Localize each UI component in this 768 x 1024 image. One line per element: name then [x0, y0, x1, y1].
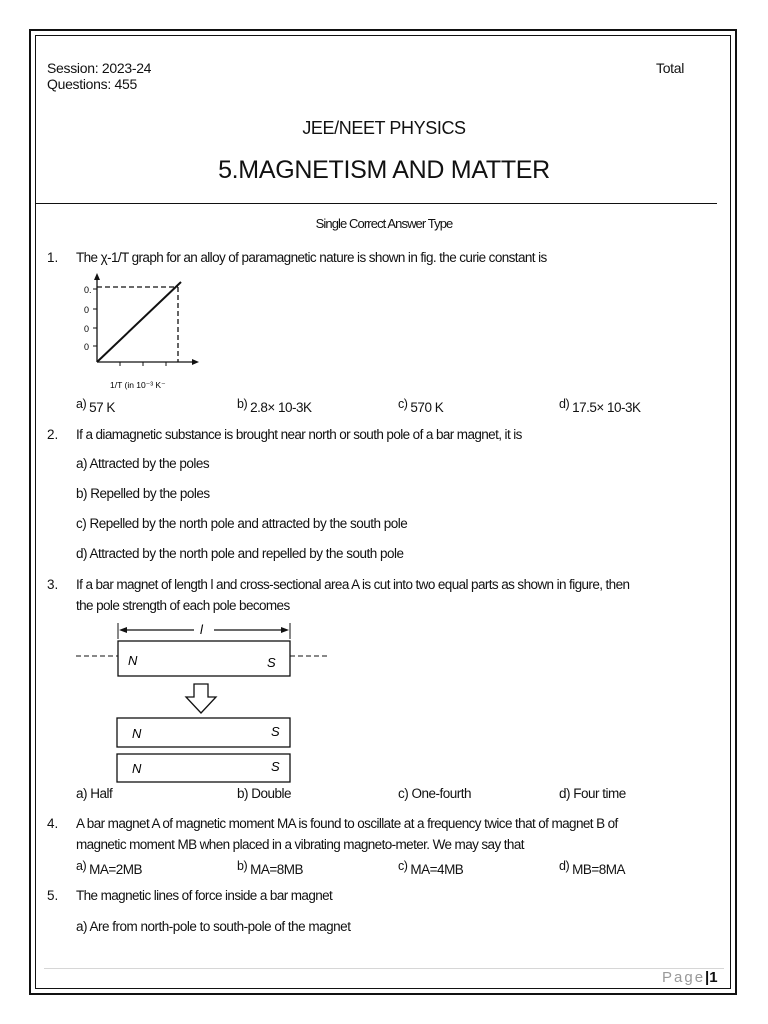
option-a[interactable]: a) MA=2MB — [76, 859, 143, 877]
page-word: Page — [662, 969, 706, 986]
page-number: 1 — [709, 969, 718, 986]
subject-title: JEE/NEET PHYSICS — [302, 118, 466, 138]
option-a[interactable]: a) Are from north-pole to south-pole of the magnet — [76, 919, 351, 934]
magnet-half-1 — [117, 718, 290, 747]
question-text-line-1: If a bar magnet of length l and cross-sectional area A is cut into two equal parts as shown in figure, then — [76, 577, 630, 592]
session-info — [47, 60, 151, 92]
y-tick-label: 0. — [84, 285, 92, 295]
option-c[interactable]: c) Repelled by the north pole and attracted by the south pole — [76, 516, 408, 531]
bar-magnet-figure — [70, 618, 340, 786]
y-tick-label: 0 — [84, 305, 90, 315]
questions-label: Questions: — [47, 76, 111, 92]
option-d[interactable]: d) Attracted by the north pole and repelled by the south pole — [76, 546, 404, 561]
x-axis-arrow — [192, 359, 199, 365]
question-text: The magnetic lines of force inside a bar magnet — [76, 888, 333, 903]
north-pole-label: N — [132, 761, 142, 776]
question-text: If a diamagnetic substance is brought near north or south pole of a bar magnet, it is — [76, 427, 522, 442]
option-d[interactable]: d) 17.5× 10-3K — [559, 397, 641, 415]
question-text: The χ-1/T graph for an alloy of paramagnetic nature is shown in fig. the curie constant is — [76, 250, 547, 265]
session-value: 2023-24 — [101, 60, 152, 76]
y-tick-label: 0 — [84, 342, 90, 352]
magnet-half-2 — [117, 754, 290, 782]
option-b[interactable]: b) Double — [237, 786, 292, 801]
header-divider — [35, 203, 717, 204]
chapter-title: 5.MAGNETISM AND MATTER — [218, 156, 550, 184]
south-pole-label: S — [267, 655, 276, 670]
y-axis-arrow — [94, 273, 100, 280]
option-a[interactable]: a) Attracted by the poles — [76, 456, 210, 471]
option-d[interactable]: d) MB=8MA — [559, 859, 626, 877]
option-b[interactable]: b) 2.8× 10-3K — [237, 397, 312, 415]
footer-divider — [44, 968, 724, 969]
total-label: Total — [656, 60, 685, 76]
page-footer — [662, 969, 718, 986]
y-tick-label: 0 — [84, 324, 90, 334]
north-pole-label: N — [128, 653, 138, 668]
option-c[interactable]: c) MA=4MB — [398, 859, 464, 877]
session-label: Session: — [47, 60, 99, 76]
south-pole-label: S — [271, 759, 280, 774]
graph-line — [97, 282, 181, 362]
option-b[interactable]: b) MA=8MB — [237, 859, 304, 877]
question-text-line-1: A bar magnet A of magnetic moment MA is found to oscillate at a frequency twice that of magnet B of — [76, 816, 618, 831]
section-heading: Single Correct Answer Type — [315, 216, 453, 231]
page-separator: | — [705, 969, 710, 986]
option-d[interactable]: d) Four time — [559, 786, 626, 801]
questions-value: 455 — [114, 76, 137, 92]
south-pole-label: S — [271, 724, 280, 739]
question-text-line-2: the pole strength of each pole becomes — [76, 598, 290, 613]
option-b[interactable]: b) Repelled by the poles — [76, 486, 210, 501]
x-axis-label: 1/T (in 10⁻³ K⁻ — [110, 380, 166, 390]
chi-vs-inverse-t-graph — [70, 272, 210, 394]
question-number: 3. — [47, 577, 59, 592]
length-label: l — [200, 622, 203, 637]
question-number: 4. — [47, 816, 59, 831]
option-a[interactable]: a) 57 K — [76, 397, 115, 415]
option-a[interactable]: a) Half — [76, 786, 113, 801]
question-number: 5. — [47, 888, 59, 903]
option-c[interactable]: c) One-fourth — [398, 786, 472, 801]
north-pole-label: N — [132, 726, 142, 741]
question-number: 1. — [47, 250, 59, 265]
option-c[interactable]: c) 570 K — [398, 397, 444, 415]
whole-magnet — [118, 641, 290, 676]
down-arrow-icon — [186, 684, 216, 713]
question-text-line-2: magnetic moment MB when placed in a vibrating magneto-meter. We may say that — [76, 837, 524, 852]
question-number: 2. — [47, 427, 59, 442]
